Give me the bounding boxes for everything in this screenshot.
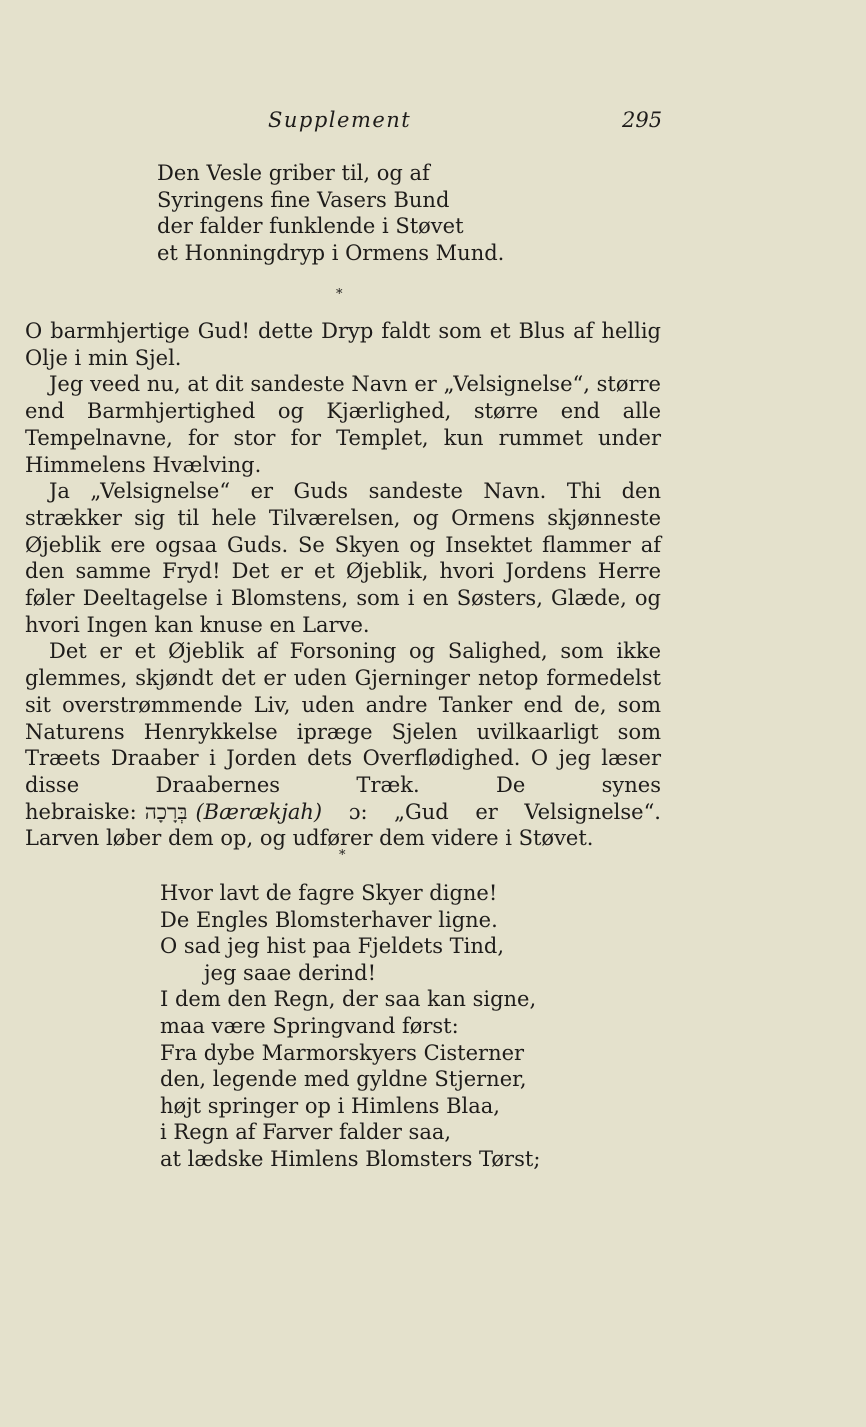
page-header [0,108,866,142]
verse-line: der falder funklende i Støvet [157,214,464,239]
verse-stanza-2 [160,880,540,1173]
verse-line: jeg saae derind! [204,960,377,985]
section-separator: * [336,287,343,302]
paragraph-3: Ja „Velsignelse“ er Guds sandeste Navn. Thi den strækker sig til hele Tilværelsen, og Ormens skjønneste Øjeblik ere ogsaa Guds. Se Skyen og Insektet flammer af den samme Fryd! Det er et Øjeblik, hvori Jordens Herre føler Deeltagelse i Blomstens, som i en Søsters, Glæde, og hvori Ingen kan knuse en Larve. [25,479,661,637]
verse-line: at lædske Himlens Blomsters Tørst; [160,1146,541,1171]
transliteration: (Bærækjah) [195,799,323,824]
verse-line: maa være Springvand først: [160,1013,459,1038]
verse-stanza-1 [157,160,504,267]
verse-line: Fra dybe Marmorskyers Cisterner [160,1040,525,1065]
paragraph-4-start: Det er et Øjeblik af Forsoning og Salighed, som ikke glemmes, skjøndt det er uden Gjerninger netop formedelst sit overstrømmende Liv, uden andre Tanker end de, som Naturens Henrykkelse ipræge Sjelen uvilkaarligt som Træets Draaber i Jorden dets Overflødighed. O jeg læser disse Draabernes Træk. De synes hebraiske: [25,639,661,824]
verse-line: højt springer op i Himlens Blaa, [160,1093,500,1118]
verse-line: I dem den Regn, der saa kan signe, [160,987,537,1012]
verse-line: den, legende med gyldne Stjerner, [160,1067,527,1092]
verse-line: O sad jeg hist paa Fjeldets Tind, [160,934,505,959]
paragraph-2: Jeg veed nu, at dit sandeste Navn er „Velsignelse“, større end Barmhjertighed og Kjærlighed, større end alle Tempelnavne, for stor for Templet, kun rummet under Himmelens Hvælving. [25,372,661,477]
page-number: 295 [622,108,663,132]
verse-line: Den Vesle griber til, og af [157,161,430,185]
hebrew-word: בְּרָכָה [144,799,188,824]
paragraph-1: O barmhjertige Gud! dette Dryp faldt som et Blus af hellig Olje i min Sjel. [25,319,661,370]
verse-line: De Engles Blomsterhaver ligne. [160,907,498,932]
verse-line: i Regn af Farver falder saa, [160,1120,452,1145]
paragraph-4-end: ɔ: „Gud er Velsignelse“. Larven løber dem op, og udfører dem videre i Støvet. [25,799,661,851]
section-separator: * [339,848,346,863]
running-title: Supplement [268,108,412,132]
prose-body [25,318,661,852]
verse-line: et Honningdryp i Ormens Mund. [157,241,505,266]
verse-line: Hvor lavt de fagre Skyer digne! [160,881,498,905]
verse-line: Syringens fine Vasers Bund [157,187,450,212]
paragraph-4 [25,638,661,852]
